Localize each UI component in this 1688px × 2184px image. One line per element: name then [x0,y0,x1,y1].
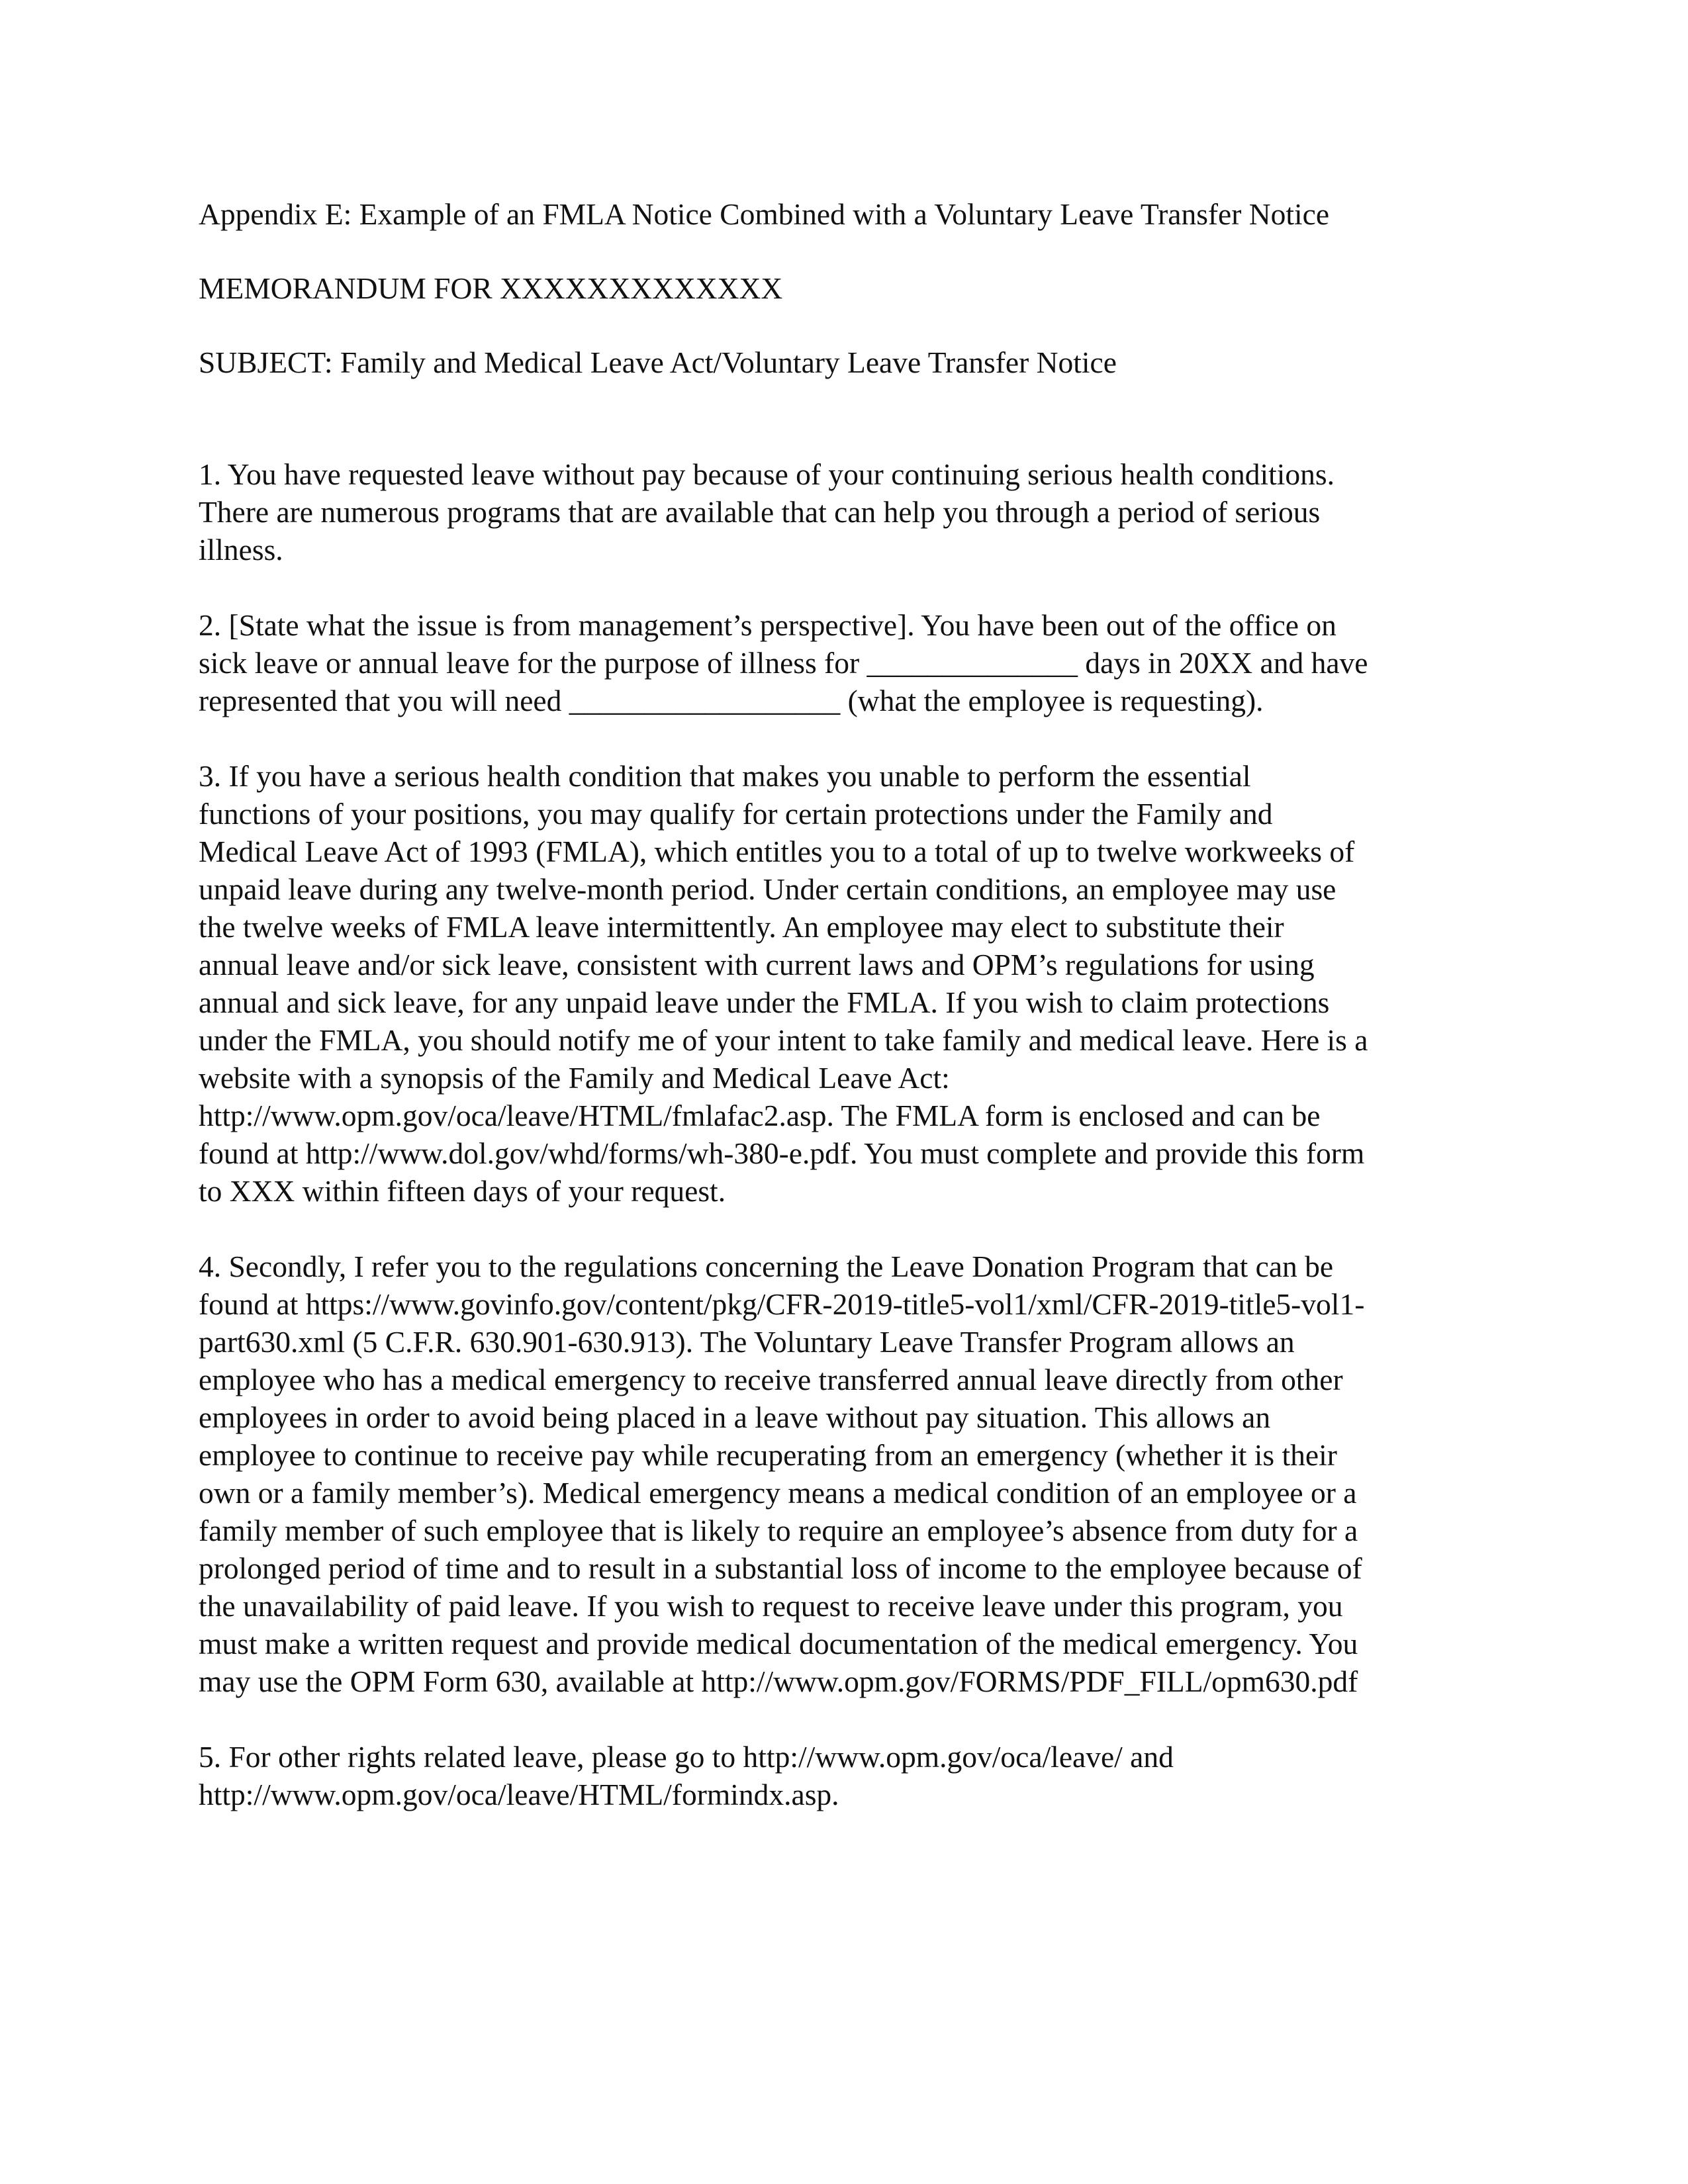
paragraph-line: under the FMLA, you should notify me of your intent to take family and medical leave. Here is a [199,1023,1368,1057]
document-title: Appendix E: Example of an FMLA Notice Combined with a Voluntary Leave Transfer Notice [199,197,1330,231]
text-segment: represented that you will need [199,684,569,717]
text-segment: days in 20XX and have [1078,646,1368,680]
paragraph-2 [199,606,1496,719]
text-segment: (what the employee is requesting). [840,684,1264,717]
paragraph-3 [199,757,1496,1210]
paragraph-line: employee who has a medical emergency to receive transferred annual leave directly from other [199,1363,1343,1396]
paragraph-line: unpaid leave during any twelve-month period. Under certain conditions, an employee may use [199,872,1336,906]
subject-line: SUBJECT: Family and Medical Leave Act/Voluntary Leave Transfer Notice [199,345,1117,379]
paragraph-line: http://www.opm.gov/oca/leave/HTML/fmlafac2.asp. The FMLA form is enclosed and can be [199,1099,1321,1132]
paragraph-1 [199,455,1496,569]
paragraph-line: may use the OPM Form 630, available at http://www.opm.gov/FORMS/PDF_FILL/opm630.pdf [199,1664,1358,1698]
memorandum-line: MEMORANDUM FOR XXXXXXXXXXXXX [199,271,783,305]
paragraph-line: to XXX within fifteen days of your request. [199,1174,726,1208]
blank-days-field: ______________ [867,646,1078,680]
text-segment: sick leave or annual leave for the purpose of illness for [199,646,867,680]
paragraph-line: 5. For other rights related leave, please go to http://www.opm.gov/oca/leave/ and [199,1740,1174,1774]
blank-request-field: __________________ [569,684,841,717]
paragraph-line [199,682,1496,719]
paragraph-line: annual leave and/or sick leave, consistent with current laws and OPM’s regulations for using [199,948,1315,981]
paragraph-line: 1. You have requested leave without pay because of your continuing serious health conditions. [199,457,1335,491]
paragraph-line: 2. [State what the issue is from management’s perspective]. You have been out of the office on [199,608,1336,642]
paragraph-line: http://www.opm.gov/oca/leave/HTML/formindx.asp. [199,1778,839,1811]
paragraph-line: employees in order to avoid being placed in a leave without pay situation. This allows an [199,1400,1271,1434]
paragraph-line: employee to continue to receive pay while recuperating from an emergency (whether it is their [199,1438,1337,1472]
paragraph-line: website with a synopsis of the Family and Medical Leave Act: [199,1061,950,1095]
paragraph-line: 4. Secondly, I refer you to the regulations concerning the Leave Donation Program that can be [199,1250,1334,1283]
paragraph-line: the twelve weeks of FMLA leave intermittently. An employee may elect to substitute their [199,910,1284,944]
paragraph-line: prolonged period of time and to result in a substantial loss of income to the employee because of [199,1551,1362,1585]
paragraph-line: must make a written request and provide medical documentation of the medical emergency. You [199,1627,1358,1661]
paragraph-line: found at http://www.dol.gov/whd/forms/wh-380-e.pdf. You must complete and provide this form [199,1136,1365,1170]
paragraph-line: part630.xml (5 C.F.R. 630.901-630.913). The Voluntary Leave Transfer Program allows an [199,1325,1295,1359]
paragraph-4 [199,1248,1496,1700]
paragraph-line [199,644,1496,682]
paragraph-line: 3. If you have a serious health condition that makes you unable to perform the essential [199,759,1251,793]
paragraph-line: illness. [199,533,283,567]
paragraph-line: the unavailability of paid leave. If you wish to request to receive leave under this program, you [199,1589,1343,1623]
paragraph-line: There are numerous programs that are available that can help you through a period of serious [199,495,1321,529]
paragraph-line: found at https://www.govinfo.gov/content/pkg/CFR-2019-title5-vol1/xml/CFR-2019-title5-vol1- [199,1287,1365,1321]
paragraph-line: Medical Leave Act of 1993 (FMLA), which entitles you to a total of up to twelve workweeks of [199,835,1355,868]
document-body [199,195,1496,1851]
paragraph-line: annual and sick leave, for any unpaid leave under the FMLA. If you wish to claim protections [199,985,1330,1019]
paragraph-line: own or a family member’s). Medical emergency means a medical condition of an employee or a [199,1476,1357,1510]
paragraph-line: functions of your positions, you may qualify for certain protections under the Family and [199,797,1273,831]
paragraph-5 [199,1738,1496,1813]
paragraph-line: family member of such employee that is likely to require an employee’s absence from duty for a [199,1514,1358,1547]
